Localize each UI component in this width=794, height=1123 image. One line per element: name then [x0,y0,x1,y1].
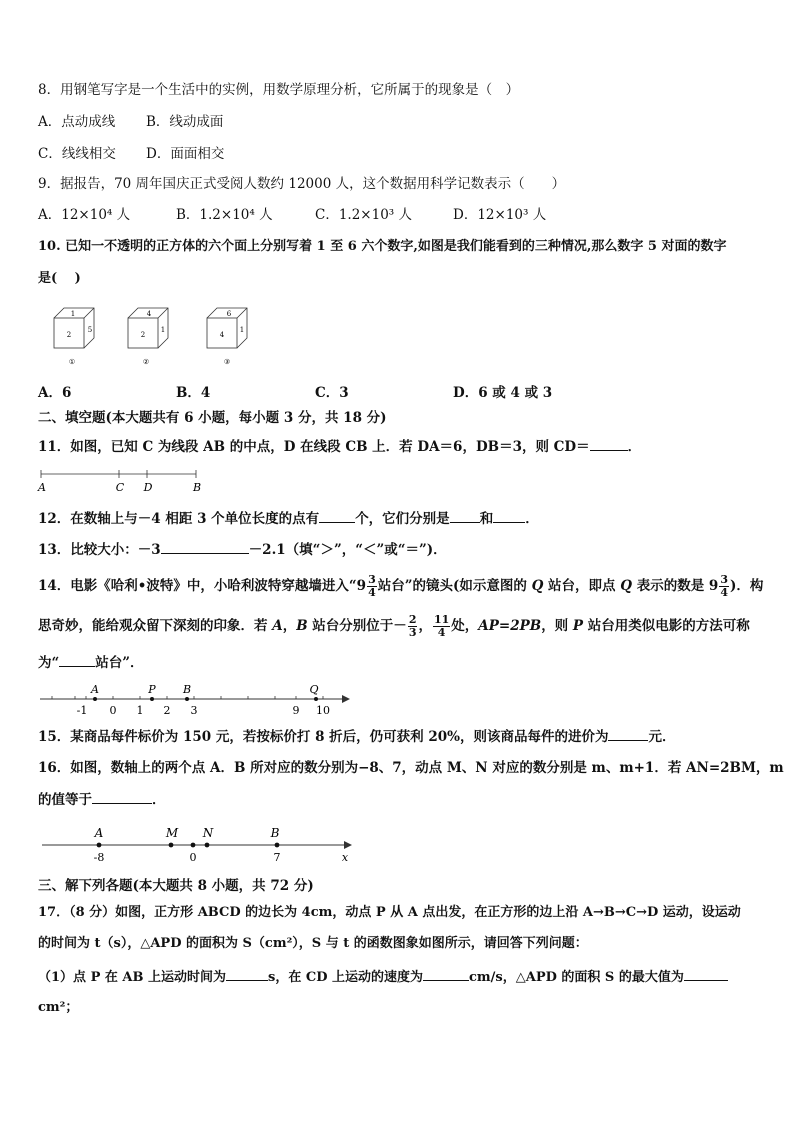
q9-option-b: B．1.2×10⁴ 人 [176,207,273,223]
q14-f3-den: 4 [437,626,446,639]
q15-blank[interactable] [608,726,648,741]
q14-f1b-num: 3 [720,573,728,586]
q14-f1-den: 4 [368,586,376,599]
q14-l1-f: 表示的数是 9 [632,578,719,594]
q14-fraction-3-4 [367,574,377,599]
q8-option-c: C．线线相交 [38,146,116,162]
q10-cube-figure [40,304,280,374]
q12-blank-second[interactable] [493,508,525,523]
q14-point-q: Q [309,683,319,696]
q16-number-line [38,822,358,868]
cube-2-right: 1 [160,326,166,334]
q14-l1-c: Q [531,578,544,594]
q14-l2-b: A [272,618,283,634]
q14-l3-b: 站台”． [95,655,144,671]
q16-line-1: 16．如图，数轴上的两个点 A．B 所对应的数分别为−8、7，动点 M、N 对应的数分别是 m、m+1．若 AN=2BM，m [38,760,784,776]
q17-l3-b: s，在 CD 上运动的速度为 [268,970,423,985]
q14-l1-b: 站台”的镜头(如示意图的 [377,578,532,594]
q8-option-b: B．线动成面 [146,114,224,130]
cube-2-front: 2 [140,331,146,339]
q16-blank[interactable] [92,789,152,804]
q16-point-m: M [165,826,179,840]
q14-tick-neg1: -1 [76,704,88,717]
section-3-heading: 三、解下列各题(本大题共 8 小题，共 72 分) [38,878,314,894]
q14-tick-10: 10 [316,704,330,717]
q10-option-a: A．6 [38,385,72,401]
cube-2-top: 4 [146,310,152,318]
q9-option-c: C．1.2×10³ 人 [315,207,412,223]
q17-line-1: 17．（8 分）如图，正方形 ABCD 的边长为 4cm，动点 P 从 A 点出发，在正方形的边上沿 A→B→C→D 运动，设运动 [38,905,741,920]
q14-l2-f: ， [418,618,432,634]
q14-f1b-den: 4 [720,586,728,599]
q16-value-neg8: -8 [93,851,105,864]
q12-blank-count[interactable] [319,508,355,523]
cube-1-top: 1 [70,310,76,318]
q10-option-b: B．4 [176,385,211,401]
q12-text-4: ． [525,511,539,527]
q14-l2-e: 站台分别位于－ [307,618,407,634]
q14-blank[interactable] [59,652,95,667]
q14-fraction-2-3 [408,614,418,639]
q14-l3-a: 为“ [38,655,60,671]
q10-option-c: C．3 [315,385,349,401]
q11-stem-end: ． [627,439,642,455]
q11-label-d: D [143,481,153,494]
cube-3 [207,308,247,366]
q13-blank[interactable] [161,539,249,554]
q14-f2-num: 2 [408,613,417,626]
q14-f1-num: 3 [368,573,376,586]
q16-line-2: 的值等于 [38,792,92,808]
cube-2-caption: ② [142,358,150,366]
q14-l2-h: AP=2PB [478,618,542,634]
q17-l3-c: cm/s，△APD 的面积 S 的最大值为 [469,970,684,985]
q9-option-d: D．12×10³ 人 [453,207,547,223]
q14-l2-g: 处， [451,618,479,634]
q14-tick-3: 3 [190,704,198,717]
q17-line-4: cm²； [38,1000,79,1015]
q14-fraction-11-4 [433,614,450,639]
q16-value-0: 0 [189,851,197,864]
cube-3-caption: ③ [223,358,231,366]
q17-blank-max[interactable] [684,966,728,981]
q15-text-2: 元． [648,729,676,745]
q13-text-1: 13．比较大小：－3 [38,542,161,558]
cube-2 [128,308,168,366]
q14-number-line [38,682,358,718]
q13-text-2: －2.1（填“＞”，“＜”或“＝”)． [248,542,447,558]
q11-label-b: B [192,481,202,494]
q14-l2-k: 站台用类似电影的方法可称 [583,618,750,634]
cube-3-front: 4 [219,331,225,339]
q14-l1-g: )．构 [729,578,764,594]
q15-text-1: 15．某商品每件标价为 150 元，若按标价打 8 折后，仍可获利 20%，则该商品每件的进价为 [38,729,609,745]
q11-segment-figure [34,466,214,496]
cube-1-caption: ① [68,358,76,366]
q8-option-d: D．面面相交 [146,146,225,162]
cube-1 [54,308,94,366]
q17-blank-time[interactable] [226,966,268,981]
q10-option-d: D．6 或 4 或 3 [453,385,553,401]
q14-tick-2: 2 [163,704,171,717]
q12-text-3: 和 [479,511,494,527]
q9-option-a: A．12×10⁴ 人 [38,207,131,223]
q14-l1-e: Q [620,578,633,594]
q12-blank-first[interactable] [450,508,480,523]
q14-l2-i: ，则 [541,618,573,634]
q11-answer-blank[interactable] [590,436,628,451]
cube-1-right: 5 [87,326,93,334]
q14-fraction-3-4-b [719,574,729,599]
q16-value-7: 7 [273,851,281,864]
q14-tick-1: 1 [136,704,144,717]
q17-line-2: 的时间为 t（s），△APD 的面积为 S（cm²），S 与 t 的函数图象如图所示，请回答下列问题： [38,936,588,951]
q14-l1-a: 14．电影《哈利•波特》中，小哈利波特穿越墙进入“9 [38,578,367,594]
q14-l1-d: 站台，即点 [543,578,621,594]
q14-l2-a: 思奇妙，能给观众留下深刻的印象．若 [38,618,273,634]
q10-stem-line2: 是( ) [38,271,81,286]
q14-point-b: B [182,683,192,696]
section-2-heading: 二、填空题(本大题共有 6 小题，每小题 3 分，共 18 分) [38,410,387,426]
q16-point-b: B [270,826,280,840]
q14-tick-0: 0 [109,704,117,717]
cube-3-top: 6 [226,310,232,318]
q12-text-1: 12．在数轴上与－4 相距 3 个单位长度的点有 [38,511,320,527]
q14-point-a: A [91,683,99,696]
q11-stem: 11．如图，已知 C 为线段 AB 的中点，D 在线段 CB 上．若 DA＝6，DB＝3，则 CD＝ [38,439,590,455]
q17-blank-speed[interactable] [423,966,469,981]
q14-l2-j: P [572,618,584,634]
q9-stem: 9．据报告，70 周年国庆正式受阅人数约 12000 人，这个数据用科学记数表示（ ） [38,176,566,192]
q14-l2-c: ， [282,618,297,634]
q16-point-a: A [94,826,104,840]
cube-3-right: 1 [239,326,245,334]
q8-option-a: A．点动成线 [38,114,116,130]
q14-f2-den: 3 [408,626,417,639]
q14-tick-9: 9 [292,704,300,717]
q14-point-p: P [148,683,156,696]
q16-axis-x: x [341,851,349,864]
q17-l3-a: （1）点 P 在 AB 上运动时间为 [38,970,226,985]
q14-l2-d: B [296,618,308,634]
q12-text-2: 个，它们分别是 [355,511,450,527]
q11-label-a: A [38,481,46,494]
q14-f3-num: 11 [433,613,450,626]
q11-label-c: C [115,481,125,494]
q10-stem-line1: 10. 已知一不透明的正方体的六个面上分别写着 1 至 6 六个数字,如图是我们能看到的三种情况,那么数字 5 对面的数字 [38,239,727,254]
q8-stem: 8．用钢笔写字是一个生活中的实例，用数学原理分析，它所属于的现象是（ ） [38,82,520,98]
q16-line-2-end: ． [152,792,166,808]
cube-1-front: 2 [66,331,72,339]
q16-point-n: N [202,826,214,840]
